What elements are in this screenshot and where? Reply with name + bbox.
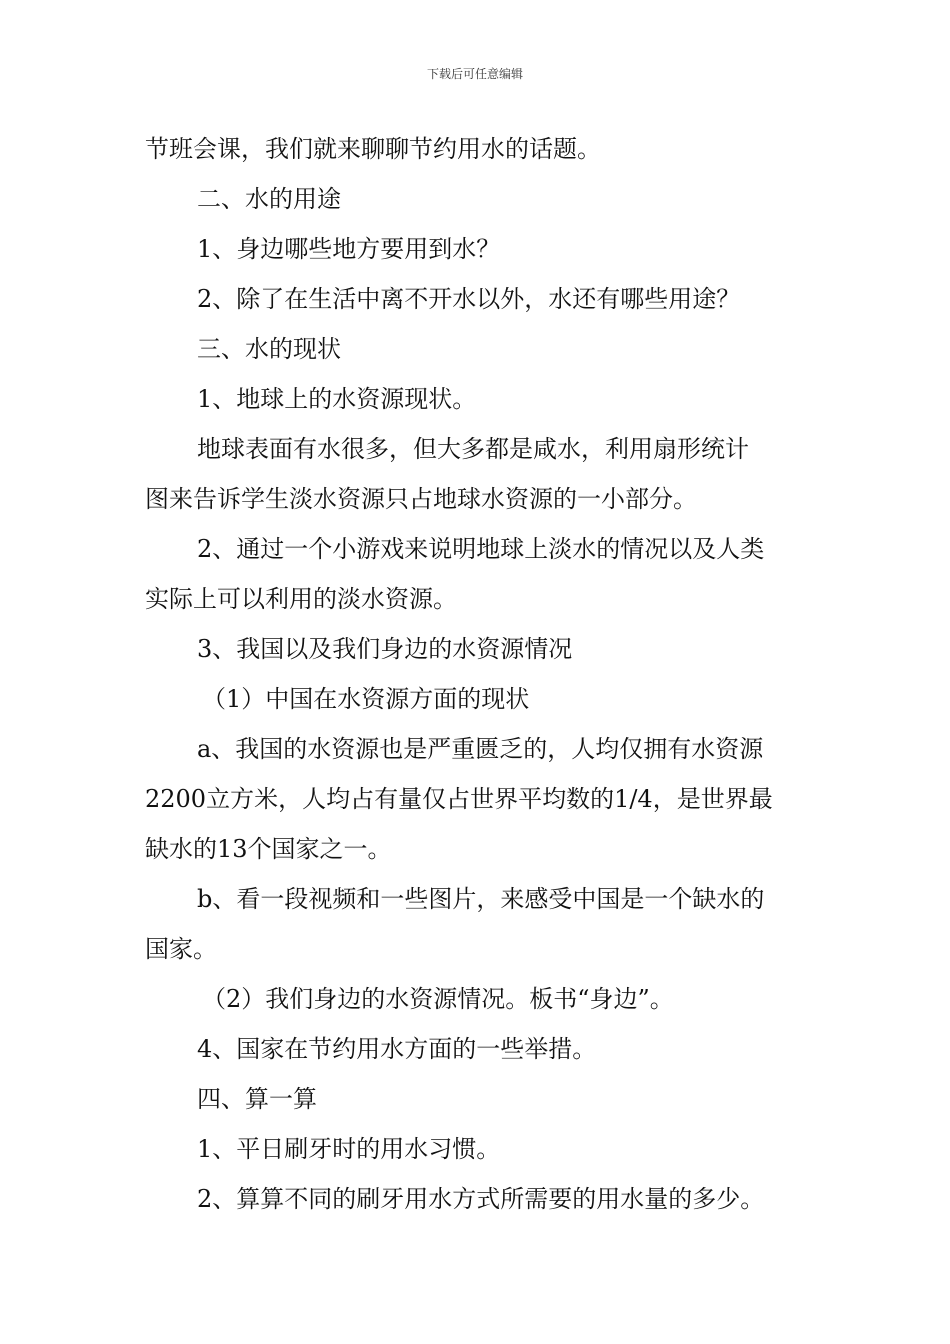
list-item: a、我国的水资源也是严重匮乏的，人均仅拥有水资源 <box>197 735 764 763</box>
paragraph-line: 实际上可以利用的淡水资源。 <box>145 585 457 613</box>
paragraph-line: 节班会课，我们就来聊聊节约用水的话题。 <box>145 135 601 163</box>
list-item: 2、通过一个小游戏来说明地球上淡水的情况以及人类 <box>197 535 765 563</box>
section-heading: 三、水的现状 <box>197 335 341 363</box>
sub-item: （1）中国在水资源方面的现状 <box>202 685 530 713</box>
paragraph-line: 图来告诉学生淡水资源只占地球水资源的一小部分。 <box>145 485 697 513</box>
document-body <box>145 124 810 1224</box>
list-item: b、看一段视频和一些图片，来感受中国是一个缺水的 <box>197 885 765 913</box>
list-item: 3、我国以及我们身边的水资源情况 <box>197 635 573 663</box>
paragraph-line: 缺水的13个国家之一。 <box>145 835 392 863</box>
paragraph-line: 2200立方米，人均占有量仅占世界平均数的1/4，是世界最 <box>145 785 773 813</box>
section-heading: 二、水的用途 <box>197 185 341 213</box>
paragraph-line: 国家。 <box>145 935 217 963</box>
list-item: 1、身边哪些地方要用到水？ <box>197 235 501 263</box>
section-heading: 四、算一算 <box>197 1085 317 1113</box>
sub-item: （2）我们身边的水资源情况。板书“身边”。 <box>202 985 674 1013</box>
page-header-note: 下载后可任意编辑 <box>426 67 523 81</box>
list-item: 1、地球上的水资源现状。 <box>197 385 477 413</box>
list-item: 2、除了在生活中离不开水以外，水还有哪些用途？ <box>197 285 741 313</box>
list-item: 1、平日刷牙时的用水习惯。 <box>197 1135 501 1163</box>
paragraph-line: 地球表面有水很多，但大多都是咸水，利用扇形统计 <box>197 435 749 463</box>
list-item: 2、算算不同的刷牙用水方式所需要的用水量的多少。 <box>197 1185 765 1213</box>
list-item: 4、国家在节约用水方面的一些举措。 <box>197 1035 597 1063</box>
